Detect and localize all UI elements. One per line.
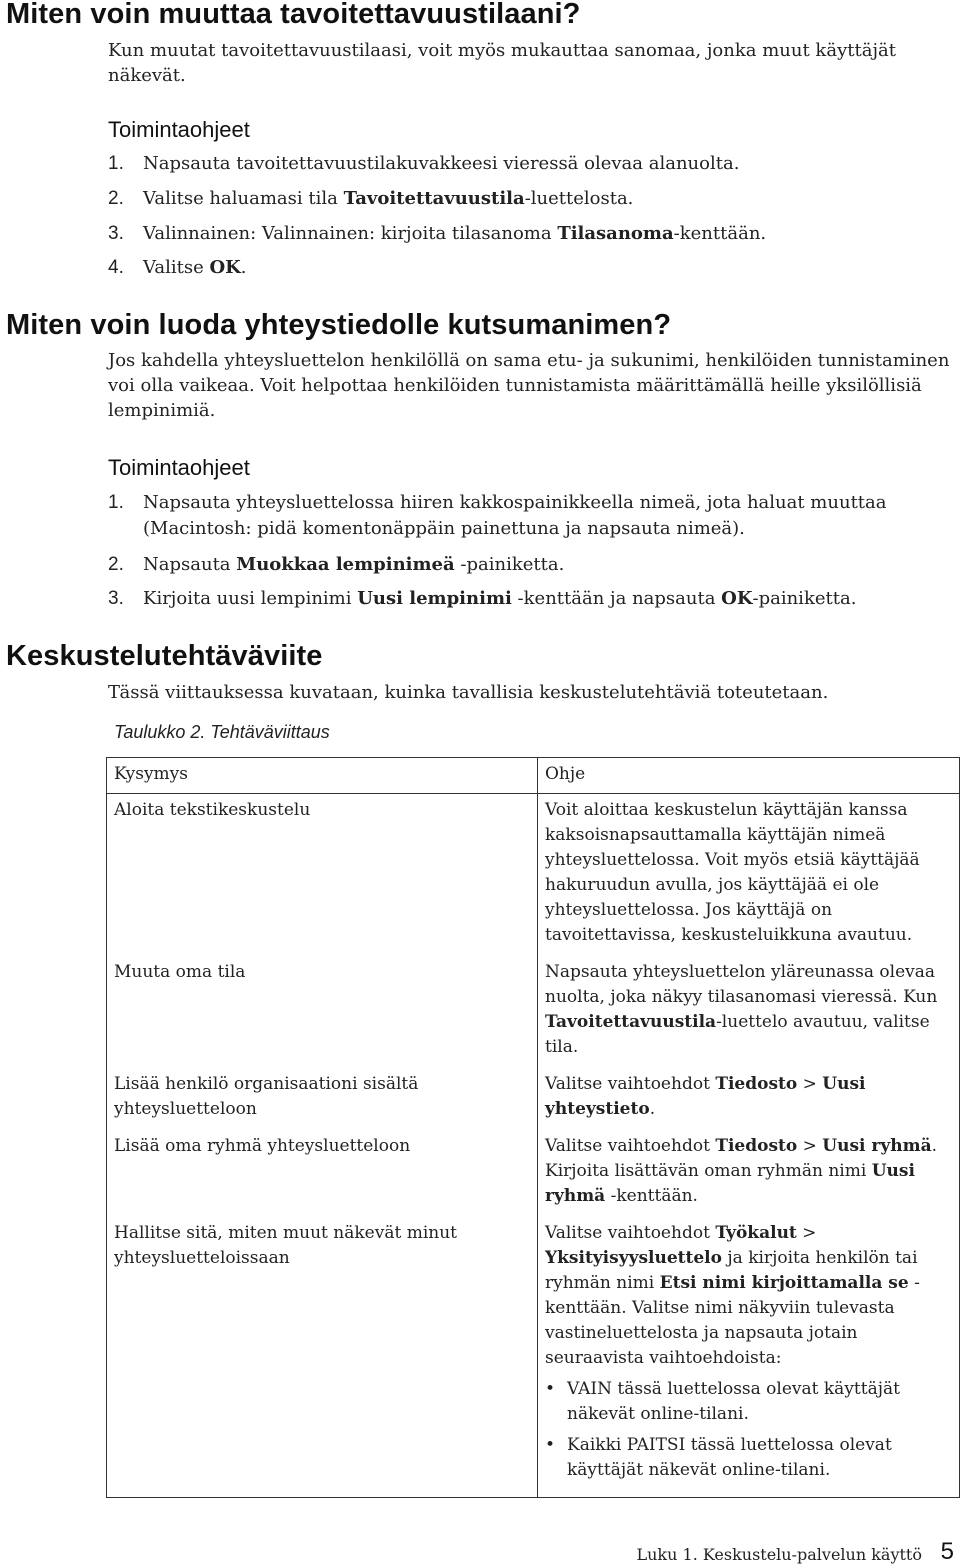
bold-term: OK bbox=[721, 588, 753, 609]
bold-term: Tavoitettavuustila bbox=[343, 188, 525, 209]
step-item bbox=[108, 151, 958, 177]
step-text bbox=[143, 586, 958, 612]
step-item bbox=[108, 255, 958, 281]
text-run: Napsauta bbox=[143, 554, 237, 575]
text-run: . bbox=[649, 1099, 656, 1119]
table-row bbox=[107, 1068, 960, 1130]
option-list bbox=[545, 1377, 951, 1483]
step-text bbox=[143, 552, 958, 578]
instruction-text bbox=[545, 1134, 951, 1209]
step-number: 2. bbox=[108, 554, 124, 575]
step-item bbox=[108, 490, 958, 542]
table-row bbox=[107, 1130, 960, 1217]
instruction-cell bbox=[538, 1130, 960, 1217]
text-run: Voit aloittaa keskustelun käyttäjän kanssa kaksoisnapsauttamalla käyttäjän nimeä yhteysluettelossa. Voit myös etsiä käyttäjää hakuruudun avulla, jos käyttäjää ei ole yhteysluettelossa. Jos käyttäjä on tavoitettavissa, keskusteluikkuna avautuu. bbox=[545, 800, 920, 945]
step-item bbox=[108, 586, 958, 612]
question-cell: Aloita tekstikeskustelu bbox=[107, 794, 538, 957]
instruction-cell bbox=[538, 1217, 960, 1498]
bold-term: Tiedosto bbox=[715, 1074, 798, 1094]
text-run: Napsauta yhteysluettelossa hiiren kakkospainikkeella nimeä, jota haluat muuttaa (Macintosh: pidä komentonäppäin painettuna ja napsauta nimeä). bbox=[143, 492, 887, 539]
section-intro-task-reference: Tässä viittauksessa kuvataan, kuinka tavallisia keskustelutehtäviä toteutetaan. bbox=[108, 682, 829, 703]
instruction-cell bbox=[538, 1068, 960, 1130]
step-item bbox=[108, 221, 958, 247]
section-intro-nickname: Jos kahdella yhteysluettelon henkilöllä on sama etu- ja sukunimi, henkilöiden tunnistaminen voi olla vaikeaa. Voit helpottaa henkilöiden tunnistamista määrittämällä heille yksilöllisiä lempinimiä. bbox=[108, 350, 950, 421]
header-instruction: Ohje bbox=[538, 758, 960, 794]
bold-term: OK bbox=[209, 257, 241, 278]
bold-term: Yksityisyysluettelo bbox=[545, 1248, 722, 1268]
text-run: Napsauta tavoitettavuustilakuvakkeesi vieressä olevaa alanuolta. bbox=[143, 153, 740, 174]
section-intro-availability: Kun muutat tavoitettavuustilaasi, voit myös mukauttaa sanomaa, jonka muut käyttäjät näkevät. bbox=[108, 40, 896, 86]
step-text bbox=[143, 221, 958, 247]
instruction-cell bbox=[538, 794, 960, 957]
page-number: 5 bbox=[940, 1538, 954, 1565]
text-run: Valitse bbox=[143, 257, 210, 278]
bold-term: Uusi yhteystieto bbox=[545, 1074, 866, 1119]
instruction-text bbox=[545, 960, 951, 1060]
bold-term: Uusi ryhmä bbox=[545, 1161, 915, 1206]
bold-term: Tilasanoma bbox=[557, 223, 674, 244]
step-text bbox=[143, 151, 958, 177]
text-run: > bbox=[797, 1074, 823, 1094]
subheading-instructions-2: Toimintaohjeet bbox=[108, 455, 250, 480]
bold-term: Tavoitettavuustila bbox=[545, 1012, 717, 1032]
option-list-item: • VAIN tässä luettelossa olevat käyttäjät näkevät online-tilani. bbox=[565, 1377, 951, 1427]
text-run: Kirjoita uusi lempinimi bbox=[143, 588, 358, 609]
text-run: Valitse vaihtoehdot bbox=[545, 1223, 716, 1243]
bold-term: Uusi ryhmä bbox=[822, 1136, 932, 1156]
subheading-instructions-1: Toimintaohjeet bbox=[108, 117, 250, 142]
step-item bbox=[108, 552, 958, 578]
bold-term: Etsi nimi kirjoittamalla se bbox=[659, 1273, 909, 1293]
text-run: -kenttään. bbox=[605, 1186, 698, 1206]
table-row bbox=[107, 1217, 960, 1498]
step-number: 2. bbox=[108, 188, 124, 209]
text-run: . Kirjoita lisättävän oman ryhmän nimi bbox=[545, 1136, 938, 1181]
instruction-text bbox=[545, 1221, 951, 1371]
bold-term: Tiedosto bbox=[715, 1136, 798, 1156]
question-cell: Muuta oma tila bbox=[107, 956, 538, 1068]
text-run: Valitse haluamasi tila bbox=[143, 188, 344, 209]
question-cell: Lisää oma ryhmä yhteysluetteloon bbox=[107, 1130, 538, 1217]
footer-chapter: Luku 1. Keskustelu-palvelun käyttö bbox=[636, 1545, 922, 1564]
table-caption: Taulukko 2. Tehtäväviittaus bbox=[114, 722, 330, 742]
text-run: Valitse vaihtoehdot bbox=[545, 1074, 716, 1094]
text-run: ja kirjoita henkilön tai ryhmän nimi bbox=[545, 1248, 918, 1293]
text-run: -kenttään ja napsauta bbox=[511, 588, 722, 609]
bold-term: Työkalut bbox=[715, 1223, 797, 1243]
step-number: 4. bbox=[108, 257, 124, 278]
table-header-row bbox=[107, 758, 960, 794]
step-number: 1. bbox=[108, 153, 124, 174]
step-item bbox=[108, 186, 958, 212]
bold-term: Uusi lempinimi bbox=[357, 588, 512, 609]
question-cell: Hallitse sitä, miten muut näkevät minut yhteysluetteloissaan bbox=[107, 1217, 538, 1498]
table-row bbox=[107, 794, 960, 957]
task-reference-table bbox=[106, 757, 960, 1498]
instruction-text bbox=[545, 1072, 951, 1122]
step-text bbox=[143, 255, 958, 281]
text-run: Napsauta yhteysluettelon yläreunassa olevaa nuolta, joka näkyy tilasanomasi vieressä. Kun bbox=[545, 962, 938, 1007]
step-text bbox=[143, 490, 958, 542]
step-text bbox=[143, 186, 958, 212]
text-run: -luettelo avautuu, valitse tila. bbox=[545, 1012, 930, 1057]
text-run: Valitse vaihtoehdot bbox=[545, 1136, 716, 1156]
instruction-cell bbox=[538, 956, 960, 1068]
text-run: -painiketta. bbox=[752, 588, 857, 609]
text-run: -kenttään. bbox=[673, 223, 767, 244]
text-run: > bbox=[796, 1223, 817, 1243]
table-row bbox=[107, 956, 960, 1068]
text-run: > bbox=[797, 1136, 823, 1156]
question-cell: Lisää henkilö organisaationi sisältä yhteysluetteloon bbox=[107, 1068, 538, 1130]
text-run: -kenttään. Valitse nimi näkyviin tulevasta vastineluettelosta ja napsauta jotain seuraavista vaihtoehdoista: bbox=[545, 1273, 920, 1368]
step-number: 1. bbox=[108, 492, 124, 513]
text-run: -painiketta. bbox=[454, 554, 565, 575]
section-title-nickname: Miten voin luoda yhteystiedolle kutsumanimen? bbox=[6, 309, 672, 341]
header-question: Kysymys bbox=[107, 758, 538, 794]
step-number: 3. bbox=[108, 588, 124, 609]
text-run: Valinnainen: Valinnainen: kirjoita tilasanoma bbox=[143, 223, 558, 244]
text-run: -luettelosta. bbox=[524, 188, 634, 209]
section-title-task-reference: Keskustelutehtäväviite bbox=[6, 640, 323, 672]
step-number: 3. bbox=[108, 223, 124, 244]
section-title-availability: Miten voin muuttaa tavoitettavuustilaani? bbox=[6, 0, 581, 30]
text-run: . bbox=[240, 257, 247, 278]
instruction-text bbox=[545, 798, 951, 948]
option-list-item: • Kaikki PAITSI tässä luettelossa olevat käyttäjät näkevät online-tilani. bbox=[565, 1433, 951, 1483]
bold-term: Muokkaa lempinimeä bbox=[236, 554, 455, 575]
